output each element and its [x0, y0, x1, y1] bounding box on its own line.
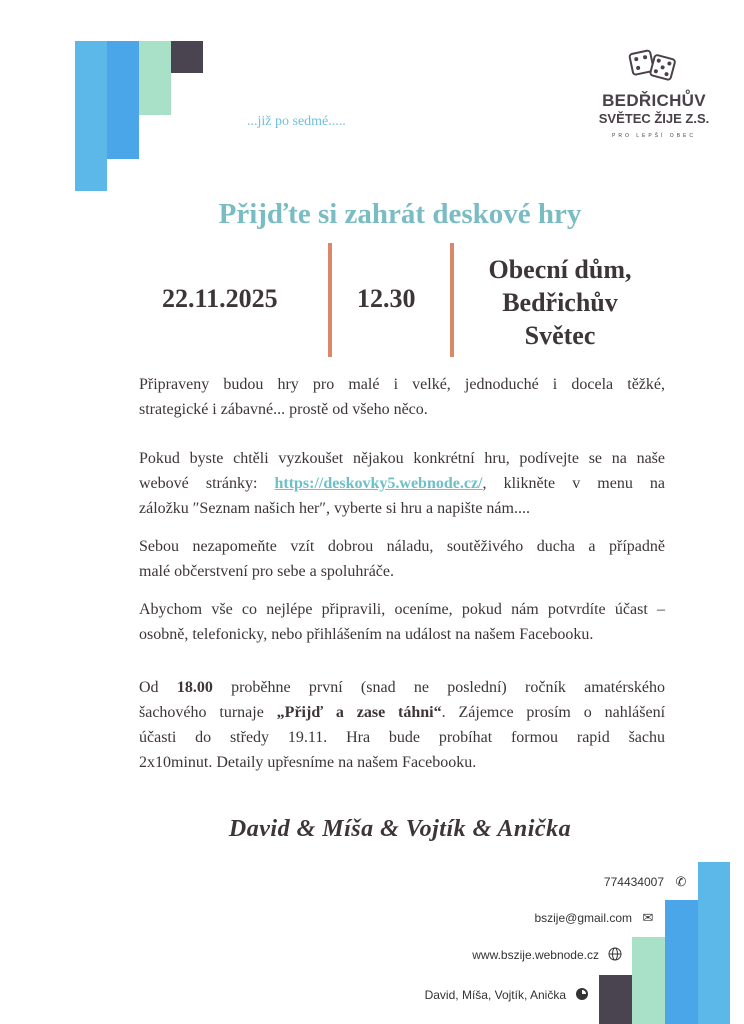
paragraph-website — [139, 446, 665, 521]
contact-names: David, Míša, Vojtík, Anička — [424, 988, 566, 1002]
tournament-name: „Přijď a zase táhni“ — [276, 704, 442, 721]
text: Od — [139, 679, 177, 696]
text: šachového turnaje — [139, 704, 277, 721]
text-line — [139, 471, 665, 496]
text-line: 2x10minut. Detaily upřesníme na našem Facebooku. — [139, 754, 477, 771]
globe-icon — [607, 947, 623, 963]
contact-web[interactable]: www.bszije.webnode.cz — [472, 948, 599, 962]
event-time: 12.30 — [357, 284, 416, 313]
text: webové stránky: — [139, 475, 275, 492]
dice-icon — [628, 48, 678, 89]
text: proběhne první (snad ne poslední) ročník amatérského — [212, 679, 665, 696]
decor-block-dark — [599, 975, 632, 1024]
logo-name-2: SVĚTEC ŽIJE Z.S. — [598, 111, 710, 126]
divider — [328, 243, 332, 357]
text-line — [139, 700, 665, 725]
chess-time: 18.00 — [176, 679, 213, 696]
paragraph-bring — [139, 534, 665, 584]
logo-slogan: PRO LEPŠÍ OBEC — [612, 133, 696, 139]
decor-block-light-blue — [75, 41, 107, 191]
divider — [450, 243, 454, 357]
text: . Zájemce prosím o nahlášení — [441, 704, 666, 721]
decor-block-light-blue — [698, 862, 730, 1024]
signature: David & Míša & Vojtík & Anička — [228, 816, 572, 842]
paragraph-chess — [139, 675, 665, 775]
text-line — [139, 675, 665, 700]
facebook-icon — [574, 987, 590, 1003]
website-link[interactable]: https://deskovky5.webnode.cz/ — [274, 475, 483, 492]
decor-block-green — [632, 937, 665, 1024]
text-line: strategické i zábavné... prostě od všeho něco. — [139, 401, 428, 418]
paragraph-intro — [139, 372, 665, 422]
page-title: Přijďte si zahrát deskové hry — [218, 198, 582, 230]
location-line: Bedřichův — [502, 288, 618, 317]
decor-block-blue — [665, 900, 698, 1024]
paragraph-confirm — [139, 597, 665, 647]
text-line: malé občerstvení pro sebe a spoluhráče. — [139, 563, 395, 580]
decor-block-blue — [107, 41, 139, 159]
logo-name: BEDŘICHŮV — [602, 91, 706, 110]
text-line: Sebou nezapomeňte vzít dobrou náladu, soutěživého ducha a případně — [139, 538, 665, 555]
email-icon: ✉ — [642, 910, 654, 925]
phone-icon: ✆ — [675, 874, 687, 889]
contact-phone: 774434007 — [603, 875, 664, 889]
contact-email[interactable]: bszije@gmail.com — [534, 911, 632, 925]
text: , klikněte v menu na — [482, 475, 665, 492]
event-date: 22.11.2025 — [162, 284, 278, 313]
location-line: Světec — [524, 321, 596, 350]
text-line: Pokud byste chtěli vyzkoušet nějakou konkrétní hru, podívejte se na naše — [139, 450, 665, 467]
location-line: Obecní dům, — [488, 255, 632, 284]
text-line: záložku ″Seznam našich her″, vyberte si hru a napište nám.... — [139, 500, 530, 517]
event-location — [470, 253, 650, 352]
text-line: Připraveny budou hry pro malé i velké, jednoduché i docela těžké, — [139, 376, 665, 393]
decor-block-green — [139, 41, 171, 115]
text-line: Abychom vše co nejlépe připravili, oceníme, pokud nám potvrdíte účast – — [139, 601, 665, 618]
tagline: ...již po sedmé..... — [247, 114, 346, 129]
decor-block-dark — [171, 41, 203, 73]
text-line: účasti do středy 19.11. Hra bude probíhat formou rapid šachu — [139, 729, 665, 746]
text-line: osobně, telefonicky, nebo přihlášením na událost na našem Facebooku. — [139, 626, 594, 643]
